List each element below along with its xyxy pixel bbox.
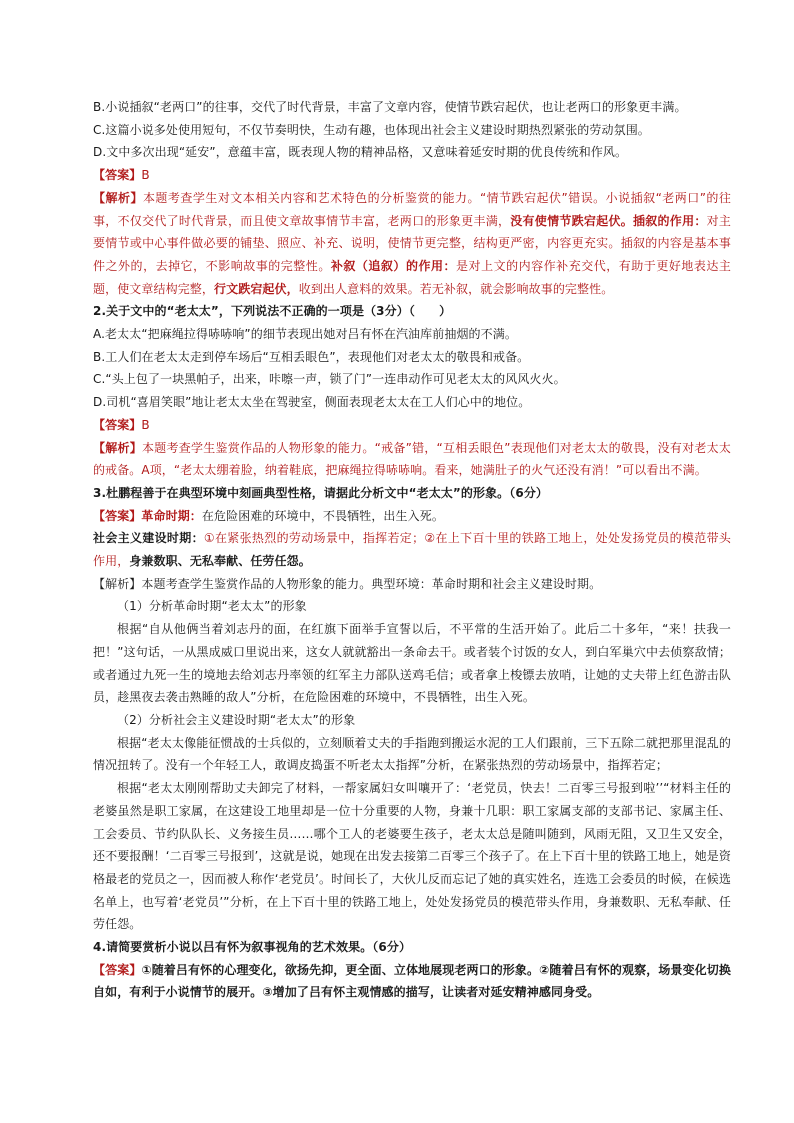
answer-tag: 【答案】 bbox=[93, 417, 142, 432]
q3-stem: 3.杜鹏程善于在典型环境中刻画典型性格，请据此分析文中“老太太”的形象。（6分） bbox=[93, 485, 549, 500]
answer-tag: 【答案】 bbox=[93, 962, 142, 977]
analysis-text: 本题考查学生鉴赏作品的人物形象的能力。典型环境：革命时期和社会主义建设时期。 bbox=[141, 576, 602, 591]
q3-subheading-1: （1）分析革命时期“老太太”的形象 bbox=[117, 599, 307, 614]
q3-subheading-2: （2）分析社会主义建设时期“老太太”的形象 bbox=[117, 712, 356, 727]
analysis-bold: 行文跌宕起伏， bbox=[214, 281, 299, 296]
q1-option-c: C.这篇小说多处使用短句，不仅节奏明快，生动有趣，也体现出社会主义建设时期热烈紧张的劳动氛围。 bbox=[93, 122, 650, 137]
q2-analysis bbox=[93, 437, 731, 482]
q2-option-c: C.“头上包了一块黑帕子，出来，咔嚓一声，锁了门”一连串动作可见老太太的风风火火。 bbox=[93, 372, 566, 387]
q1-option-b: B.小说插叙“老两口”的往事，交代了时代背景，丰富了文章内容，使情节跌宕起伏，也让老两口的形象更丰满。 bbox=[93, 100, 687, 114]
q3-paragraph-1: 根据“自从他俩当着刘志丹的面，在红旗下面举手宣誓以后，不平常的生活开始了。此后二十多年，“来！扶我一把！”这句话，一从黑成威口里说出来，这女人就就豁出一条命去干。或者装个讨饭的女人，到白军巢穴中去侦察敌情；或者通过九死一生的境地去给刘志丹率领的红军主力部队送鸡毛信；或者拿上梭镖去放哨，让她的丈夫带上红色游击队员，趁黑夜去袭击熟睡的敌人”分析，在危险困难的环境中，不畏牺牲，出生入死。 bbox=[93, 622, 731, 705]
q3-paragraph-3: 根据“老太太刚刚帮助丈夫卸完了材料，一帮家属妇女叫嚷开了：‘老党员，快去！二百零三号报到啦’’“材料主任的老婆虽然是职工家属，在这建设工地里却是一位十分重要的人物，身兼十几职：职工家属支部的支部书记、家属主任、工会委员、节约队队长、义务接生员……哪个工人的老婆要生孩子，老太太总是随叫随到，风雨无阻，又卫生又安全，还不要报酬！‘二百零三号报到’，这就是说，她现在出发去接第二百零三个孩子了。在上下百十里的铁路工地上，她是资格最老的党员之一，因而被人称作‘老党员’。时间长了，大伙儿反而忘记了她的真实姓名，连选工会委员的时候，在候选名单上，也写着‘老党员’”分析，在上下百十里的铁路工地上，处处发扬党员的模范带头作用，身兼数职、无私奉献、任劳任怨。 bbox=[93, 781, 731, 932]
answer-tag: 【答案】 bbox=[93, 168, 142, 183]
socialist-text-bold: 身兼数职、无私奉献、任劳任怨。 bbox=[129, 554, 311, 569]
q3-answer-socialist bbox=[93, 527, 731, 572]
analysis-text: “戒备”错，“互相丢眼色”表现他们对老太太的敬畏，没有对老太太的戒备。A项，“老太太绷着脸，纳着鞋底，把麻绳拉得哧哧响。看来，她满肚子的火气还没有消！”可以看出不满。 bbox=[93, 440, 731, 478]
q4-stem: 4.请简要赏析小说以吕有怀为叙事视角的艺术效果。（6分） bbox=[93, 940, 412, 955]
analysis-text: 是对上文的内容作补充交代，有助于更好地表达主题，使文章结构完整， bbox=[93, 258, 732, 296]
document-page bbox=[93, 96, 731, 1004]
analysis-text: 对主要情节或中心事件做必要的铺垫、照应、补充、说明，使情节更完整，结构更严密，内容更充实。插叙的内容是基本事件之外的，去掉它，不影响故事的完整性。 bbox=[93, 213, 731, 273]
q1-answer bbox=[93, 164, 731, 187]
analysis-bold: 补叙（追叙）的作用： bbox=[330, 258, 457, 273]
analysis-bold: 没有使情节跌宕起伏。插叙的作用： bbox=[510, 213, 707, 228]
analysis-text: “情节跌宕起伏”错误。小说插叙“老两口”的往事，不仅交代了时代背景，而且使文章故事情节丰富，老两口的形象更丰满， bbox=[93, 190, 732, 228]
q3-paragraph-2: 根据“老太太像能征惯战的士兵似的，立刻顺着丈夫的手指跑到搬运水泥的工人们跟前，三下五除二就把那里混乱的情况扭转了。没有一个年轻工人，敢调皮捣蛋不听老太太指挥”分析，在紧张热烈的劳动场景中，指挥若定； bbox=[93, 735, 731, 773]
socialist-text: ①在紧张热烈的劳动场景中，指挥若定；②在上下百十里的铁路工地上，处处发扬党员的模范带头作用， bbox=[93, 531, 731, 569]
q2-answer bbox=[93, 414, 731, 437]
q3-analysis bbox=[93, 573, 731, 596]
answer-value: B bbox=[141, 168, 150, 183]
q1-analysis bbox=[93, 187, 731, 301]
analysis-tag: 【解析】 bbox=[93, 440, 142, 455]
revolution-text: 在危险困难的环境中，不畏牺牲，出生入死。 bbox=[201, 508, 444, 523]
analysis-intro: 本题考查学生鉴赏作品的人物形象的能力。 bbox=[141, 440, 375, 455]
answer-tag: 【答案】 bbox=[93, 508, 142, 523]
q2-option-d: D.司机“喜眉笑眼”地让老太太坐在驾驶室，侧面表现老太太在工人们心中的地位。 bbox=[93, 395, 531, 410]
q3-answer-revolution bbox=[93, 505, 731, 528]
q2-option-b: B.工人们在老太太走到停车场后“互相丢眼色”，表现他们对老太太的敬畏和戒备。 bbox=[93, 349, 530, 364]
q1-option-d: D.文中多次出现“延安”，意蕴丰富，既表现人物的精神品格，又意味着延安时期的优良传统和作风。 bbox=[93, 145, 628, 160]
q4-answer bbox=[93, 959, 731, 1004]
q2-stem: 2.关于文中的“老太太”，下列说法不正确的一项是（3分）（ ） bbox=[93, 304, 452, 319]
socialist-label: 社会主义建设时期： bbox=[93, 531, 204, 546]
analysis-tag: 【解析】 bbox=[93, 576, 142, 591]
q2-option-a: A.老太太“把麻绳拉得哧哧响”的细节表现出她对吕有怀在汽油库前抽烟的不满。 bbox=[93, 327, 517, 342]
analysis-intro: 本题考查学生对文本相关内容和艺术特色的分析鉴赏的能力。 bbox=[142, 190, 480, 205]
revolution-label: 革命时期： bbox=[141, 508, 202, 523]
analysis-text: 收到出人意料的效果。若无补叙，就会影响故事的完整性。 bbox=[298, 281, 614, 296]
answer-value: B bbox=[141, 417, 150, 432]
answer-text: ①随着吕有怀的心理变化，欲扬先抑，更全面、立体地展现老两口的形象。②随着吕有怀的观察，场景变化切换自如，有利于小说情节的展开。③增加了吕有怀主观情感的描写，让读者对延安精神感同身受。 bbox=[93, 962, 731, 1000]
analysis-tag: 【解析】 bbox=[93, 190, 143, 205]
